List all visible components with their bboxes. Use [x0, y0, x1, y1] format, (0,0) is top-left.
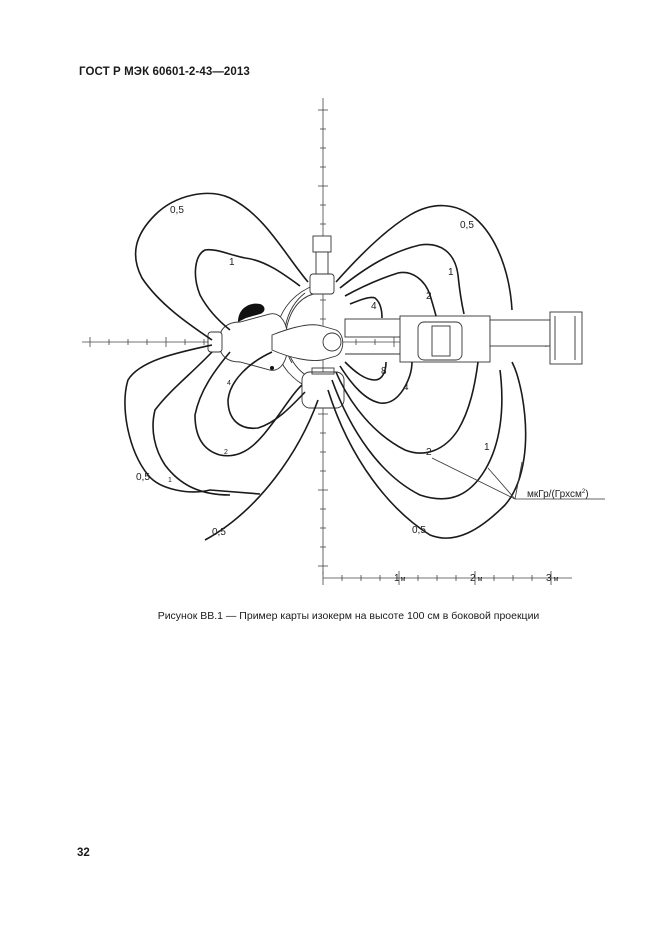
- top-column-head: [313, 236, 331, 252]
- isokerm-lr-8: [345, 362, 386, 380]
- label-lr-4: 4: [403, 382, 409, 393]
- label-lr-8: 8: [381, 366, 387, 377]
- label-ul-05: 0,5: [170, 205, 184, 216]
- label-ll-05a: 0,5: [136, 472, 150, 483]
- label-ul-1: 1: [229, 257, 235, 268]
- table-top: [490, 320, 550, 346]
- scale-bar: [323, 571, 572, 585]
- label-ll-2: 2: [224, 449, 228, 456]
- isokerm-ur-1: [340, 244, 464, 314]
- label-ur-2: 2: [426, 291, 432, 302]
- detector-face: [208, 332, 222, 352]
- label-lr-1: 1: [484, 442, 490, 453]
- isokerm-ur-2: [345, 272, 436, 316]
- label-ur-05: 0,5: [460, 220, 474, 231]
- page-number: 32: [77, 847, 90, 859]
- scale-label-1: 1м: [394, 573, 406, 584]
- isokerm-ll-2: [153, 352, 230, 495]
- label-ur-1: 1: [448, 267, 454, 278]
- isokerm-ll-05-tail: [205, 400, 318, 540]
- isokerm-ur-05: [336, 206, 512, 310]
- label-lr-05: 0,5: [412, 525, 426, 536]
- label-ll-4: 4: [227, 380, 231, 387]
- label-ur-4: 4: [371, 301, 377, 312]
- isokerm-map-figure: [60, 90, 620, 600]
- scale-label-3: 3 м: [546, 573, 559, 584]
- top-column-neck: [316, 252, 328, 274]
- figure-caption: Рисунок ВВ.1 — Пример карты изокерм на высоте 100 см в боковой проекции: [157, 610, 540, 622]
- label-ll-05b: 0,5: [212, 527, 226, 538]
- top-column-base: [310, 274, 334, 294]
- label-lr-2: 2: [426, 447, 432, 458]
- document-header: ГОСТ Р МЭК 60601-2-43—2013: [79, 66, 250, 78]
- isokerm-lr-2: [336, 362, 478, 453]
- label-ll-1: 1: [168, 477, 172, 484]
- equipment-drawing: [208, 236, 582, 408]
- isokerm-ur-4: [350, 297, 382, 318]
- table-base: [400, 316, 490, 362]
- scale-label-2: 2 м: [470, 573, 483, 584]
- unit-label: мкГр/(Грхсм$^2$): [527, 489, 589, 500]
